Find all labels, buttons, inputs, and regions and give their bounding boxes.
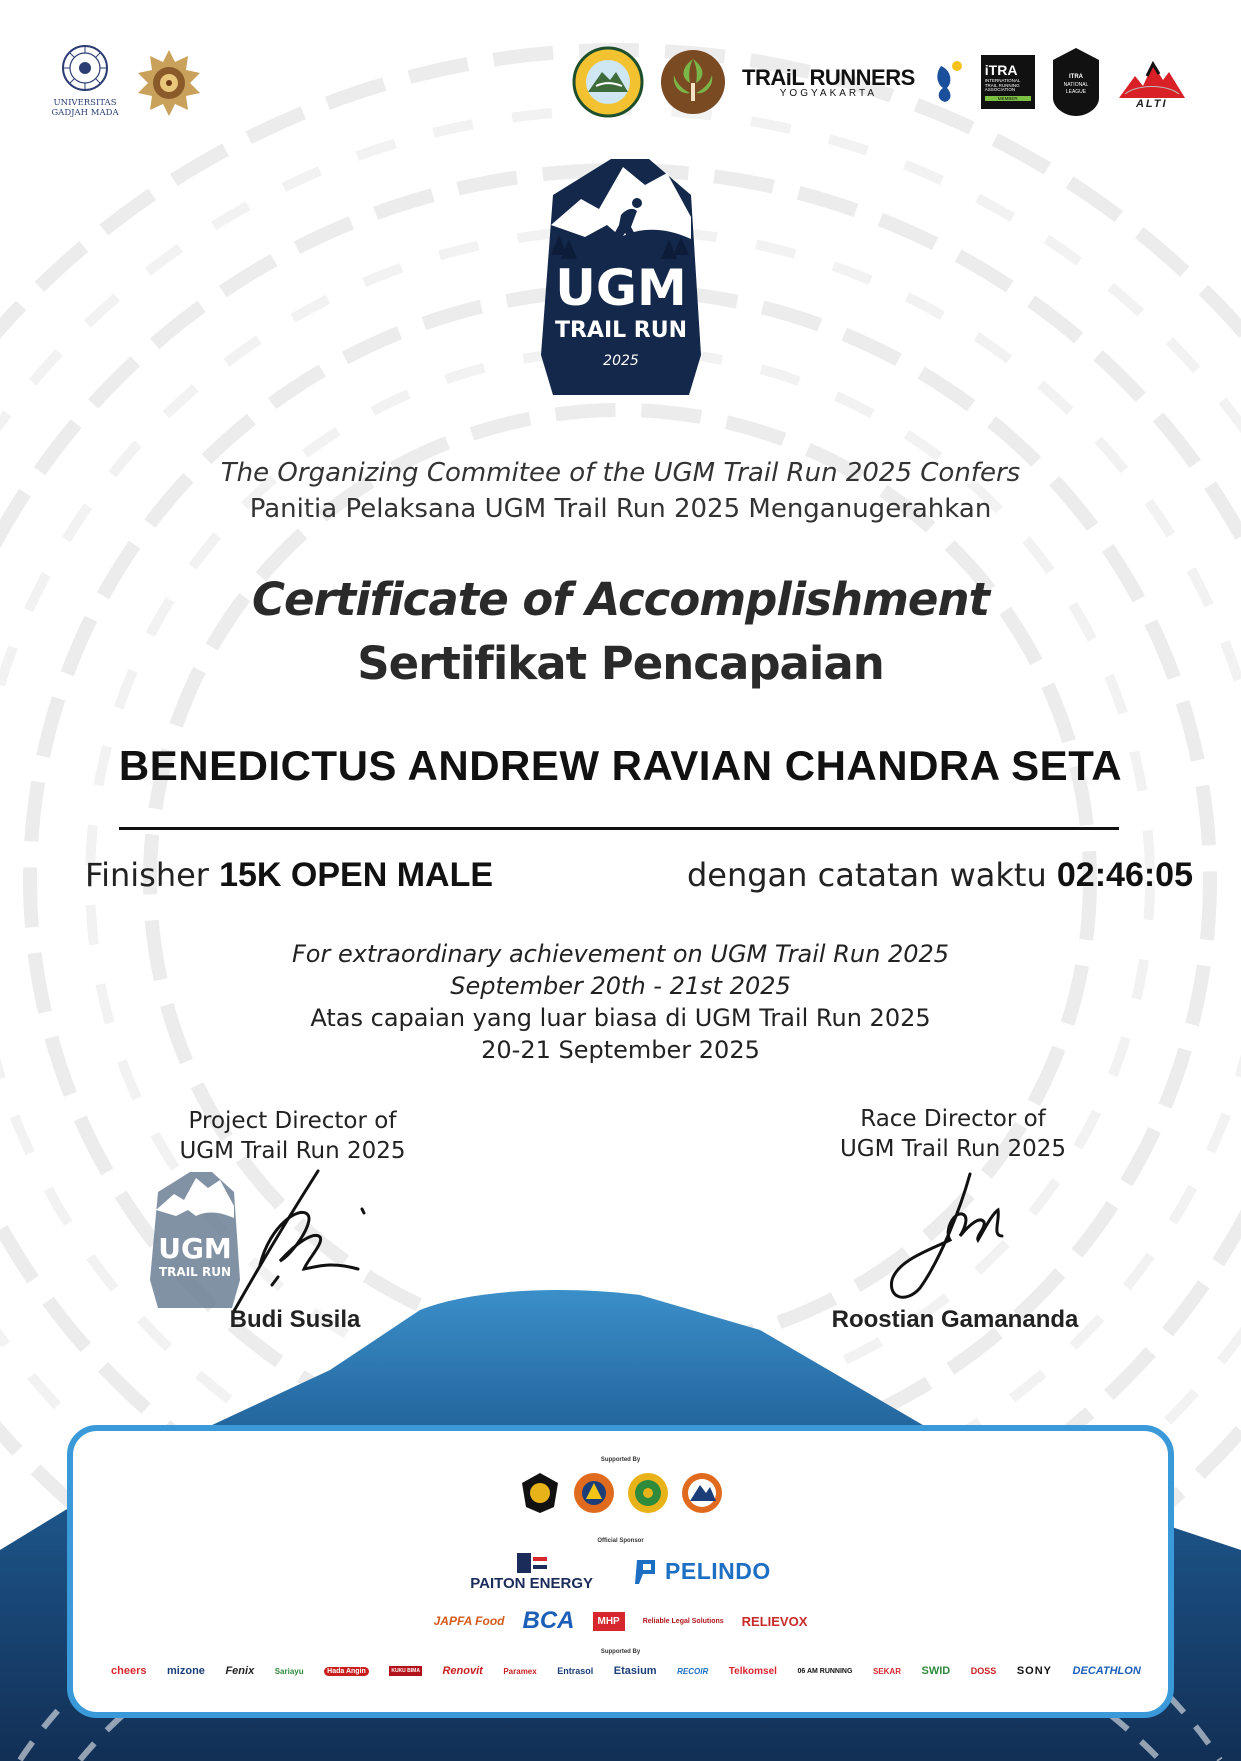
supported-by-label: Supported By	[600, 1457, 641, 1463]
race-director-signature	[880, 1170, 1020, 1310]
tier3-sponsors-row	[111, 1665, 1141, 1677]
reliable-legal-logo: Reliable Legal Solutions	[642, 1617, 724, 1625]
sponsor-panel	[67, 1425, 1174, 1718]
project-director-role-line1: Project Director of	[188, 1108, 397, 1134]
project-director-title	[150, 1106, 435, 1166]
taman-nasional-merapi-logo	[572, 46, 644, 118]
sponsor-paramex: Paramex	[503, 1666, 537, 1676]
ugm-trail-run-logo	[541, 155, 701, 405]
pelindo-text: PELINDO	[665, 1558, 771, 1584]
confers-english: The Organizing Commitee of the UGM Trail Run 2025 Confers	[220, 458, 1021, 488]
sleman-regency-logo	[626, 1471, 670, 1515]
sponsor-mizone: mizone	[167, 1665, 205, 1677]
itra-member-logo	[981, 55, 1035, 109]
logo-ugm-text: UGM	[555, 259, 687, 317]
project-director-role-line2: UGM Trail Run 2025	[179, 1138, 406, 1164]
itra-member-text: MEMBER	[985, 96, 1031, 101]
official-sponsor-label: Official Sponsor	[597, 1538, 644, 1544]
recipient-name: BENEDICTUS ANDREW RAVIAN CHANDRA SETA	[118, 742, 1123, 789]
yogyakarta-seal-logo	[134, 48, 204, 122]
paiton-energy-text: PAITON ENERGY	[470, 1575, 594, 1592]
university-name: UNIVERSITAS GADJAH MADA	[51, 98, 119, 118]
footprint-icon	[931, 60, 965, 104]
sponsor-telkomsel: Telkomsel	[728, 1665, 777, 1677]
pelindo-mark-icon	[633, 1558, 659, 1586]
project-director-signature	[230, 1165, 370, 1315]
race-director-name: Roostian Gamananda	[831, 1306, 1079, 1333]
bpptkg-logo	[518, 1471, 562, 1515]
kagama-care-logo	[931, 60, 965, 104]
race-director-role-line1: Race Director of	[860, 1106, 1046, 1132]
sponsor-swid: SWID	[921, 1665, 951, 1677]
achievement-indonesian-line2: 20-21 September 2025	[481, 1036, 760, 1064]
eco-tree-logo	[660, 49, 726, 115]
name-underline	[119, 827, 1119, 830]
sponsor-decathlon: DECATHLON	[1072, 1665, 1141, 1677]
sponsor-etasium: Etasium	[613, 1665, 657, 1677]
achievement-english-line2: September 20th - 21st 2025	[450, 972, 791, 1000]
yogyakarta-emblem-icon	[134, 48, 204, 118]
stamp-logo	[150, 1170, 240, 1310]
sponsor-doss: DOSS	[970, 1666, 997, 1676]
relievox-logo: RELIEVOX	[741, 1613, 808, 1629]
partner-logos	[572, 42, 1187, 122]
tier2-sponsors-row	[73, 1607, 1168, 1635]
achievement-indonesian-line1: Atas capaian yang luar biasa di UGM Trail Run 2025	[310, 1004, 931, 1032]
svg-text:ITRA: ITRA	[1068, 74, 1083, 80]
finish-time	[687, 856, 1193, 895]
time-value: 02:46:05	[1056, 856, 1193, 894]
alti-logo	[1117, 54, 1187, 110]
race-director-role-line2: UGM Trail Run 2025	[839, 1136, 1067, 1162]
svg-text:LEAGUE: LEAGUE	[1065, 89, 1086, 95]
trail-runners-city: YOGYAKARTA	[779, 88, 877, 99]
official-sponsors-row	[73, 1551, 1168, 1592]
itra-national-league-badge	[1051, 46, 1101, 118]
svg-text:TRAIL RUN: TRAIL RUN	[158, 1265, 232, 1279]
sponsor-sariayu: Sariayu	[274, 1666, 304, 1676]
paiton-mark-icon	[515, 1551, 549, 1575]
logo-trail-run-text: TRAIL RUN	[554, 318, 688, 343]
sar-logo	[680, 1471, 724, 1515]
trail-runners-yogyakarta-logo	[742, 65, 915, 99]
sponsor-cheers: cheers	[111, 1665, 147, 1677]
sponsor-hada-angin: Hada Angin	[324, 1667, 369, 1676]
sponsor-kuku-bima: KUKU BIMA	[391, 1668, 420, 1674]
sponsor-06am-running: 06 AM RUNNING	[797, 1667, 853, 1675]
achievement-statement	[0, 938, 1241, 1066]
government-logos-row	[73, 1471, 1168, 1515]
alti-text: ALTI	[1135, 98, 1168, 110]
time-label: dengan catatan waktu	[686, 856, 1047, 894]
race-category: 15K OPEN MALE	[219, 856, 494, 894]
ugm-seal-icon	[61, 44, 109, 92]
project-director-name: Budi Susila	[229, 1306, 361, 1333]
mhp-logo: MHP	[593, 1612, 625, 1631]
svg-text:UGM: UGM	[158, 1232, 232, 1265]
svg-text:NATIONAL: NATIONAL	[1063, 82, 1089, 88]
bca-logo: BCA	[522, 1607, 575, 1634]
japfa-logo: JAPFA Food	[433, 1614, 505, 1628]
sponsor-recoir: RECOIR	[677, 1666, 709, 1676]
ugm-university-logo	[50, 44, 120, 119]
supported-by-label-2: Supported By	[600, 1649, 641, 1655]
sponsor-fenix: Fenix	[225, 1665, 255, 1677]
sponsor-renovit: Renovit	[442, 1665, 483, 1677]
certificate-title-indonesian: Sertifikat Pencapaian	[357, 637, 884, 690]
itra-text: iTRA	[984, 61, 1018, 78]
logo-year-text: 2025	[603, 353, 639, 369]
paiton-energy-logo	[470, 1551, 593, 1592]
pelindo-logo	[633, 1558, 771, 1586]
sponsor-sony: SONY	[1016, 1665, 1053, 1677]
itra-sub-text: INTERNATIONAL TRAIL RUNNING ASSOCIATION	[984, 77, 1021, 93]
bpbd-logo	[572, 1471, 616, 1515]
confers-statement	[0, 455, 1241, 527]
certificate-title-english: Certificate of Accomplishment	[251, 573, 989, 626]
trail-runners-text: TRAiL RUNNERS	[742, 65, 915, 90]
confers-indonesian: Panitia Pelaksana UGM Trail Run 2025 Menganugerahkan	[249, 494, 992, 524]
achievement-english-line1: For extraordinary achievement on UGM Trail Run 2025	[291, 940, 950, 968]
alti-mountain-icon	[1117, 54, 1187, 100]
sponsor-sekar: SEKAR	[872, 1666, 901, 1676]
finisher-category	[85, 856, 493, 895]
finisher-label: Finisher	[85, 856, 209, 894]
certificate-title	[0, 568, 1241, 696]
race-director-title	[808, 1104, 1098, 1164]
sponsor-entrasol: Entrasol	[557, 1666, 594, 1676]
